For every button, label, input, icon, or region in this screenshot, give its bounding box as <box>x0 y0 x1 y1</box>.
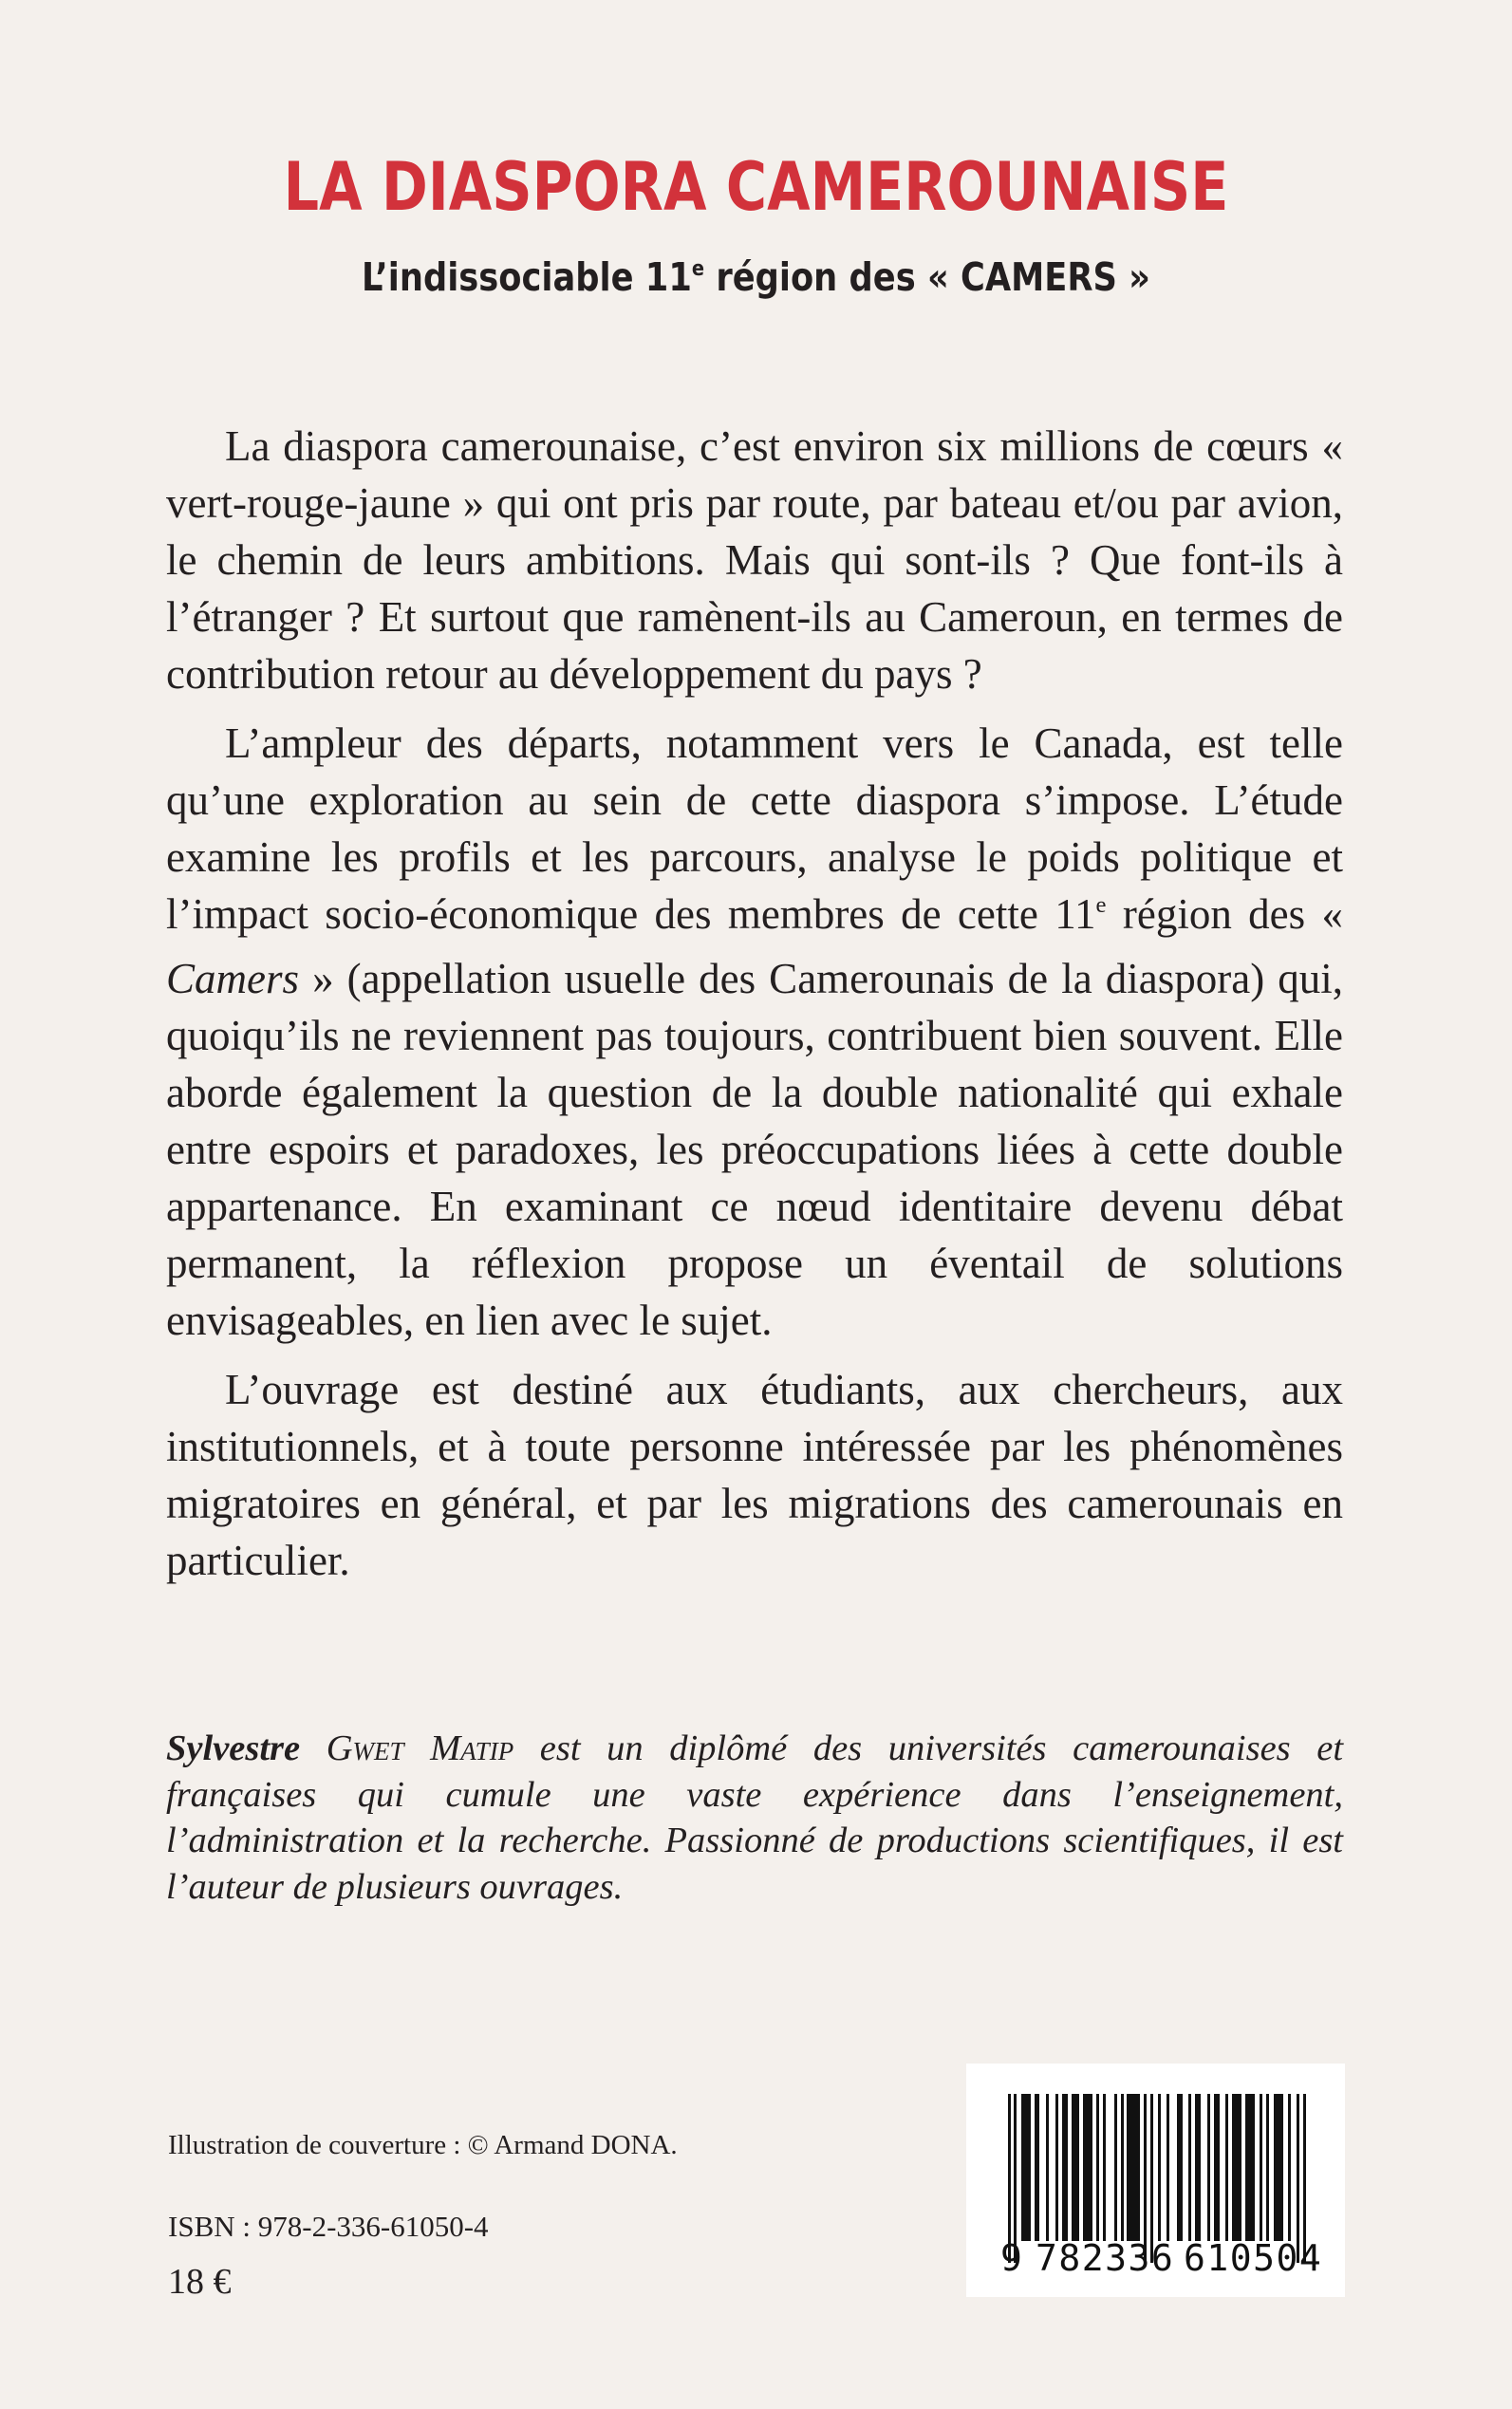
barcode-right-digits: 610504 <box>1184 2237 1323 2279</box>
summary-paragraph-2 <box>166 715 1343 1349</box>
author-last-name-1: Gwet <box>326 1728 404 1768</box>
paragraph-2-superscript: e <box>1095 891 1107 918</box>
author-first-name: Sylvestre <box>166 1728 301 1768</box>
price: 18 € <box>168 2262 232 2302</box>
summary-paragraph-1: La diaspora camerounaise, c’est environ six millions de cœurs « vert-rouge-jaune » qui ont pris par route, par bateau et/ou par avion, le chemin de leurs ambitions. Mais qui sont-ils ? Que font-ils à l’étranger ? Et surtout que ramènent-ils au Cameroun, en termes de contribution retour au développement du pays ? <box>166 422 1343 698</box>
author-last-name-2: Matip <box>430 1728 514 1768</box>
barcode-digits <box>1000 2234 1323 2282</box>
summary-paragraph-3: L’ouvrage est destiné aux étudiants, aux chercheurs, aux institutionnels, et à toute personne intéressée par les phénomènes migratoires en général, et par les migrations des camerounais en particulier. <box>166 1366 1343 1584</box>
paragraph-2-part-2: région des « <box>1106 890 1343 938</box>
author-bio <box>166 1726 1343 1910</box>
subtitle-suffix: région des « CAMERS » <box>704 254 1150 300</box>
author-name <box>166 1728 513 1768</box>
isbn: ISBN : 978-2-336-61050-4 <box>168 2210 489 2243</box>
illustration-credit: Illustration de couverture : © Armand DONA. <box>168 2130 678 2160</box>
subtitle-superscript: e <box>691 256 705 282</box>
barcode-first-digit: 9 <box>1000 2237 1022 2279</box>
subtitle-prefix: L’indissociable 11 <box>362 254 692 300</box>
book-subtitle <box>106 249 1407 312</box>
paragraph-2-part-3: » (appellation usuelle des Camerounais de la diaspora) qui, quoiqu’ils ne reviennent pas toujours, contribuent bien souvent. Elle aborde également la question de la double nationalité qui exhale entre espoirs et paradoxes, les préoccupations liées à cette double appartenance. En examinant ce nœud identitaire devenu débat permanent, la réflexion propose un éventail de solutions envisageables, en lien avec le sujet. <box>166 955 1343 1344</box>
author-bio-text: est un diplômé des universités camerounaises et françaises qui cumule une vaste expérience dans l’enseignement, l’administration et la recherche. Passionné de productions scientifiques, il est l’auteur de plusieurs ouvrages. <box>166 1728 1344 1907</box>
book-title: LA DIASPORA CAMEROUNAISE <box>283 148 1229 226</box>
summary-text <box>166 418 1343 1589</box>
barcode-left-digits: 782336 <box>1036 2237 1175 2279</box>
barcode <box>966 2064 1345 2297</box>
paragraph-2-part-1: L’ampleur des départs, notamment vers le Canada, est telle qu’une exploration au sein de cette diaspora s’impose. L’étude examine les profils et les parcours, analyse le poids politique et l’impact socio-économique des membres de cette 11 <box>166 719 1343 938</box>
camers-italic: Camers <box>166 955 300 1002</box>
